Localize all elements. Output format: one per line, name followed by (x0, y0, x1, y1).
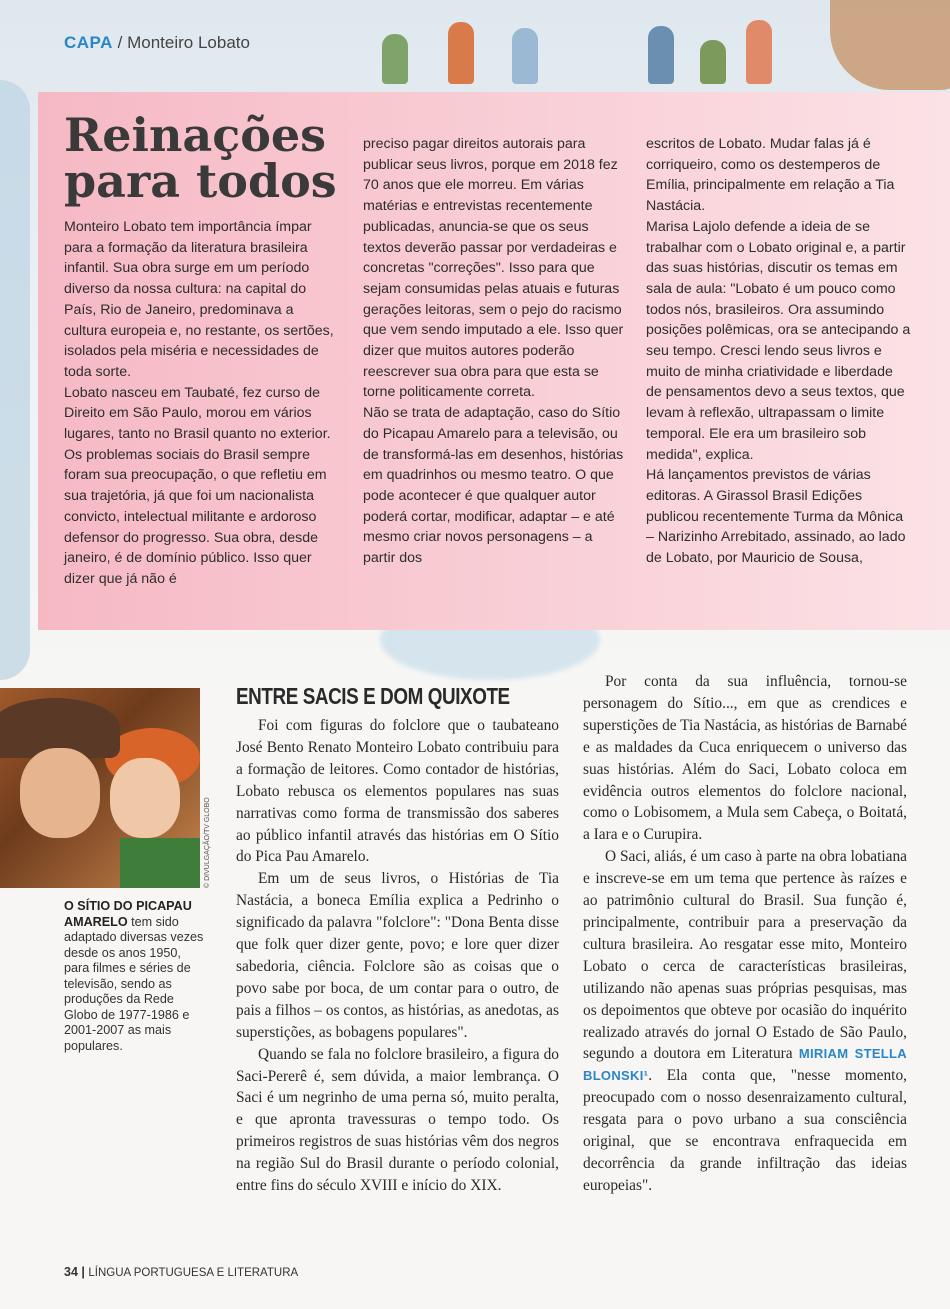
intro-column-3 (646, 134, 912, 569)
article-title (64, 108, 337, 208)
paragraph: escritos de Lobato. Mudar falas já é corriqueiro, como os destemperos de Emília, principalmente em relação a Tia Nastácia. (646, 136, 895, 215)
paragraph: preciso pagar direitos autorais para publicar seus livros, porque em 2018 fez 70 anos que ele morreu. Em várias matérias e entrevistas recentemente publicadas, anuncia-se que os seus textos deverão passar por verdadeiras e concretas "correções". Isso para que sejam consumidas pelas atuais e futuras gerações leitoras, sem o pejo do racismo que vem sendo imputado a ele. Isso quer dizer que muitos autores poderão reescrever sua obra para que esta se torne politicamente correta. (363, 136, 624, 401)
body-column-right (583, 671, 907, 1197)
body-column-left (236, 715, 559, 1197)
paragraph: Por conta da sua influência, tornou-se personagem do Sítio..., em que as crendices e superstições de Tia Nastácia, as histórias de Barnabé e as maldades da Cuca enriquecem o universo das suas histórias. Além do Saci, Lobato coloca em evidência outros elementos do folclore nacional, como o Lobisomem, a Mula sem Cabeça, o Boitatá, a Iara e o Curupira. (583, 673, 907, 844)
tree-illustration (830, 0, 950, 90)
watercolor-stroke (0, 80, 30, 680)
intro-column-1 (64, 217, 338, 590)
section-subject: Monteiro Lobato (127, 33, 250, 52)
paragraph: Quando se fala no folclore brasileiro, a figura do Saci-Pererê é, sem dúvida, a maior lembrança. O Saci é um negrinho de uma perna só, muito peralta, e que apronta travessuras o tempo todo. Os primeiros registros de suas histórias vêm dos negros na região Sul do Brasil durante o período colonial, entre fins do século XVIII e início do XIX. (236, 1045, 559, 1195)
caption-bold: O SÍTIO DO PICAPAU AMARELO (64, 899, 192, 929)
title-line-2: para todos (64, 154, 337, 208)
paragraph-text: . Ela conta que, "nesse momento, preocupado com o nosso desenraizamento cultural, resgata para o povo urbano a sua consciência original, que se encontrava enfraquecida em decorrência da grande infiltração das ideias europeias". (583, 1067, 907, 1194)
footer-bar: | (77, 1265, 89, 1279)
sitio-photo (0, 688, 200, 888)
author-highlight: MIRIAM STELLA BLONSKI¹ (583, 1046, 907, 1084)
paragraph: Não se trata de adaptação, caso do Sítio do Picapau Amarelo para a televisão, ou de transformá-las em desenhos, histórias em quadrinhos ou mesmo teatro. O que pode acontecer é que qualquer autor poderá cortar, modificar, adaptar – e até mesmo criar novos personagens – a partir dos (363, 405, 624, 567)
paragraph (583, 846, 907, 1197)
paragraph: Lobato nasceu em Taubaté, fez curso de Direito em São Paulo, morou em vários lugares, tanto no Brasil quanto no exterior. Os problemas sociais do Brasil sempre foram sua preocupação, o que refletiu em sua trajetória, já que foi um nacionalista convicto, intelectual militante e ardoroso defensor do progresso. Sua obra, desde janeiro, é de domínio público. Isso quer dizer que já não é (64, 384, 331, 587)
photo-shape (110, 758, 180, 838)
paragraph: Em um de seus livros, o Histórias de Tia Nastácia, a boneca Emília explica a Pedrinho o significado da palavra "folclore": "Dona Benta disse que folk quer dizer gente, povo; e lore quer dizer sabedoria, ciência. Folclore são as coisas que o povo sabe por boca, de um contar para o outro, de pais a filhos – os contos, as histórias, as anedotas, as superstições, as bobagens populares". (236, 870, 559, 1041)
child-figure (382, 34, 408, 84)
paragraph: Foi com figuras do folclore que o taubateano José Bento Renato Monteiro Lobato contribuiu para a formação de leitores. Como contador de histórias, Lobato rebusca os elementos populares nas suas narrativas como forma de transmissão dos saberes ao público infantil através das histórias em O Sítio do Pica Pau Amarelo. (236, 717, 559, 866)
title-line-1: Reinações (64, 108, 327, 162)
child-figure (512, 28, 538, 84)
photo-shape (120, 838, 200, 888)
header-illustration (370, 0, 950, 92)
section-header (64, 33, 250, 53)
caption-text: tem sido adaptado diversas vezes desde os anos 1950, para filmes e séries de televisão, sendo as produções da Rede Globo de 1977-1986 e 2001-2007 as mais populares. (64, 914, 204, 1053)
child-figure (746, 20, 772, 84)
child-figure (448, 22, 474, 84)
paragraph-text: O Saci, aliás, é um caso à parte na obra lobatiana e inscreve-se em um tema que pertence às raízes e ao patrimônio cultural do Brasil. Sua função é, principalmente, contribuir para a preservação da cultura brasileira. Ao resgatar esse mito, Monteiro Lobato o cerca de características brasileiras, utilizando não apenas suas próprias pesquisas, mas os depoimentos que obteve por ocasião do inquérito realizado através do jornal O Estado de São Paulo, segundo a doutora em Literatura (583, 848, 907, 1063)
section-label: CAPA (64, 33, 113, 52)
photo-caption (64, 899, 204, 1054)
paragraph: Há lançamentos previstos de várias editoras. A Girassol Brasil Edições publicou recentemente Turma da Mônica – Narizinho Arrebitado, assinado, ao lado de Lobato, por Mauricio de Sousa, (646, 467, 906, 567)
publication-name: LÍNGUA PORTUGUESA E LITERATURA (88, 1267, 299, 1279)
photo-shape (20, 748, 100, 838)
page-footer (64, 1265, 298, 1279)
paragraph: Monteiro Lobato tem importância ímpar para a formação da literatura brasileira infantil. Sua obra surge em um período diverso da nossa cultura: na capital do País, Rio de Janeiro, predominava a cultura europeia e, no restante, os sertões, isolados pela miséria e necessidades de toda sorte. (64, 219, 334, 380)
header-separator: / (112, 33, 128, 52)
photo-credit: © DIVULGAÇÃO/TV GLOBO (204, 797, 211, 888)
section-heading: ENTRE SACIS E DOM QUIXOTE (236, 683, 510, 709)
intro-column-2 (363, 134, 625, 569)
page-number: 34 (64, 1265, 78, 1279)
paragraph: Marisa Lajolo defende a ideia de se trabalhar com o Lobato original e, a partir das suas histórias, discutir os temas em sala de aula: "Lobato é um pouco como todos nós, brasileiros. Ora assumindo posições polêmicas, ora se antecipando a seu tempo. Cresci lendo seus livros e muito de minha criatividade e liberdade de pensamentos devo a seus textos, que levam à reflexão, ultrapassam o limite temporal. Ele era um brasileiro sob medida", explica. (646, 218, 911, 463)
child-figure (700, 40, 726, 84)
child-figure (648, 26, 674, 84)
